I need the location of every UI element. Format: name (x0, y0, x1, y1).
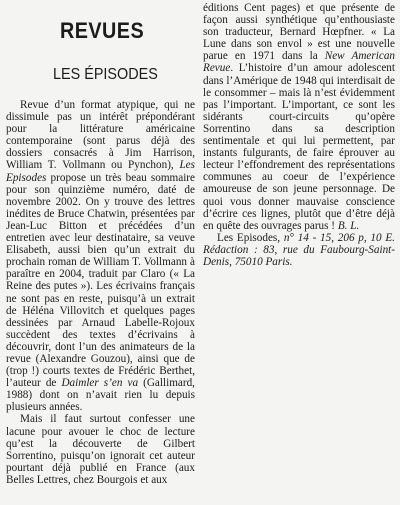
author-signature: B. L. (337, 219, 360, 232)
p2-magazine-title: New American Revue (203, 50, 396, 75)
paragraph-2-continued (203, 2, 395, 232)
source-details: , n° 14 - 15, 206 p, 10 E. Rédaction : 83, rue du Faubourg-Saint-Denis, 75010 Paris. (203, 231, 395, 268)
right-column (203, 2, 395, 268)
article-headline: LES ÉPISODES (53, 66, 158, 83)
p2-text-b: . L’histoire d’un amour adolescent dans l’Amérique de 1948 qui interdisait de le consommer – mais là n’est évidemment pas l’important. L’important, ce sont les sidérants court-circuits qu’opère Sorrentino dans sa description sentimentale et qui lui permettent, par instants fulgurants, de faire éprouver au lecteur l’effondrement des représentations communes au coeur de l’expérience amoureuse de son jeune personnage. De quoi vous donner mauvaise conscience d’écrire ces lignes, plutôt que d’être déjà en quête des ouvrages parus ! (203, 62, 395, 232)
section-rubric: REVUES (60, 18, 145, 43)
p1-book-title: Daimler s’en va (61, 377, 139, 390)
p2-text-a: éditions Cent pages) et que présente de façon aussi synthétique qu’enthousiaste son traducteur, Bernard Hœpfner. « La Lune dans son envol » est une nouvelle parue en 1971 dans la (203, 2, 395, 63)
p1-text-a: Revue d’un format atypique, qui ne dissimule pas un intérêt prépondérant pour la littérature américaine contemporaine (sont parus déjà des dossiers consacrés à Jim Harrison, William T. Vollmann ou Pynchon), (6, 99, 195, 172)
p1-text-b: propose un très beau sommaire pour son quinzième numéro, daté de novembre 2002. On y trouve des lettres inédites de Bruce Chatwin, présentées par Jean-Luc Bitton et précédées d’un entretien avec leur destinataire, sa veuve Elisabeth, aussi bien qu’un extrait du prochain roman de William T. Vollmann à paraître en 2004, traduit par Claro (« La Reine des putes »). Les écrivains français ne sont pas en reste, puisqu’à un extrait de Héléna Villovitch et quelques pages dessinées par Arnaud Labelle-Rojoux succèdent des textes d’écrivains à découvrir, dont l’un des animateurs de la revue (Alexandre Gouzou), ainsi que de (trop !) courts textes de Frédéric Berthet, l’auteur de (6, 171, 195, 390)
source-note (203, 232, 395, 268)
p1-text-c: (Gallimard, 1988) dont on n’avait rien lu depuis plusieurs années. (6, 377, 195, 414)
paragraph-1 (6, 99, 195, 413)
left-column (6, 99, 195, 486)
paragraph-2: Mais il faut surtout confesser une lacune pour avouer le choc de lecture qu’est la découverte de Gilbert Sorrentino, puisqu’on ignorait cet auteur pourtant déjà publié en France (aux Belles Lettres, chez Bourgois et aux (6, 413, 195, 486)
source-title: Les Episodes (217, 231, 278, 244)
p1-review-title: Les Episodes (6, 159, 195, 184)
